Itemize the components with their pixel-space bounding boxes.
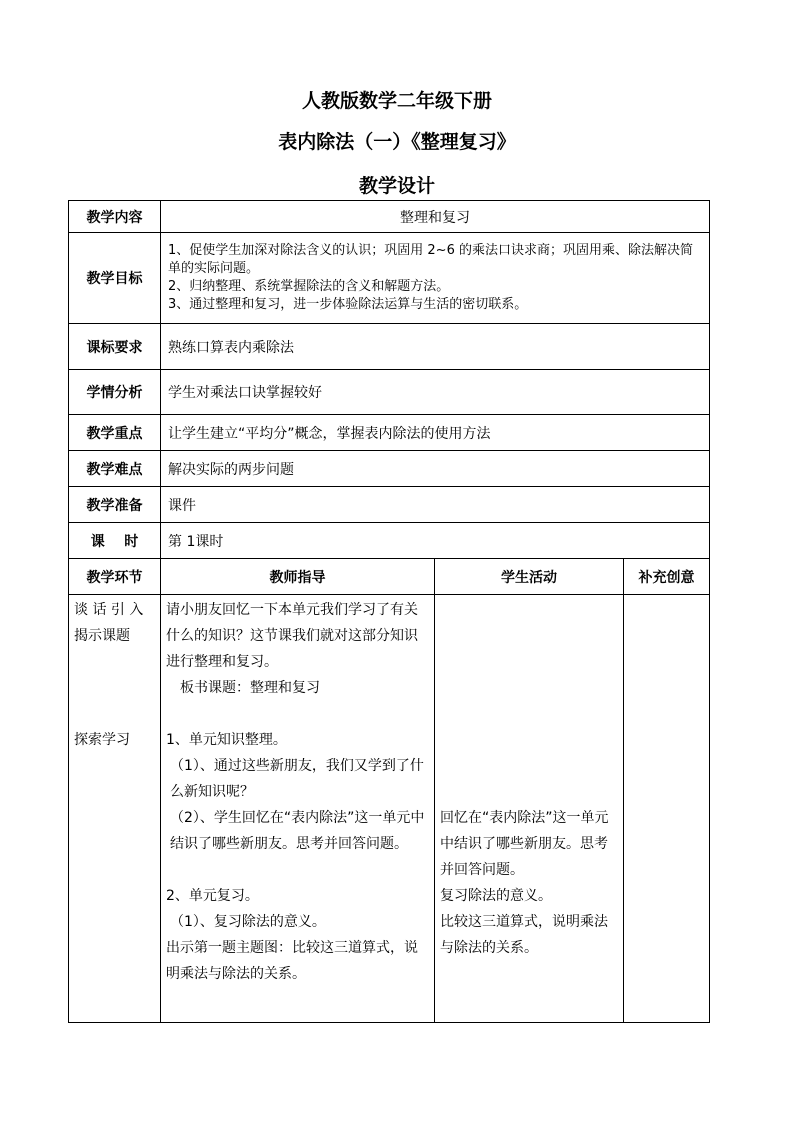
teacher-step: （1）、复习除法的意义。 (170, 914, 326, 930)
value-content: 整理和复习 (161, 201, 710, 233)
student-activity: 回忆在“表内除法”这一单元中结识了哪些新朋友。思考并回答问题。 (440, 810, 609, 878)
document-title: 人教版数学二年级下册 (301, 90, 492, 112)
value-key: 让学生建立“平均分”概念，掌握表内除法的使用方法 (161, 415, 710, 451)
row-period (69, 523, 710, 559)
row-standard (69, 324, 710, 370)
label-analysis: 学情分析 (69, 370, 161, 415)
row-analysis (69, 370, 710, 415)
label-difficulty: 教学难点 (69, 451, 161, 487)
teacher-step: （2）、学生回忆在“表内除法”这一单元中结识了哪些新朋友。思考并回答问题。 (170, 810, 425, 852)
value-goals (161, 233, 710, 324)
student-activity: 比较这三道算式，说明乘法与除法的关系。 (440, 914, 608, 956)
student-column (435, 595, 624, 1023)
label-goals: 教学目标 (69, 233, 161, 324)
value-analysis: 学生对乘法口诀掌握较好 (161, 370, 710, 415)
lesson-plan-table (68, 200, 710, 1023)
teacher-step: 2、单元复习。 (166, 888, 259, 904)
student-activity: 复习除法的意义。 (440, 888, 552, 904)
header-student: 学生活动 (435, 559, 624, 595)
header-extra: 补充创意 (624, 559, 710, 595)
goal-item: 1、促使学生加深对除法含义的认识；巩固用 2~6 的乘法口诀求商；巩固用乘、除法解决简单的实际问题。 (168, 243, 693, 276)
label-period: 课 时 (69, 523, 161, 559)
process-header-row (69, 559, 710, 595)
stage-column (69, 595, 161, 1023)
label-key: 教学重点 (69, 415, 161, 451)
label-content: 教学内容 (69, 201, 161, 233)
stage-intro: 谈 话 引 入 揭示课题 (74, 602, 144, 644)
goal-item: 2、归纳整理、系统掌握除法的含义和解题方法。 (168, 279, 450, 294)
label-prep: 教学准备 (69, 487, 161, 523)
value-prep: 课件 (161, 487, 710, 523)
goal-item: 3、通过整理和复习，进一步体验除法运算与生活的密切联系。 (168, 297, 528, 312)
row-content (69, 201, 710, 233)
row-difficulty (69, 451, 710, 487)
lesson-title: 表内除法（一）《整理复习》 (278, 131, 516, 153)
teacher-step: 出示第一题主题图：比较这三道算式，说明乘法与除法的关系。 (166, 940, 418, 982)
extra-column (624, 595, 710, 1023)
teacher-step: 板书课题：整理和复习 (180, 680, 320, 696)
row-key (69, 415, 710, 451)
header-stage: 教学环节 (69, 559, 161, 595)
teacher-column (161, 595, 435, 1023)
process-body-row (69, 595, 710, 1023)
stage-explore: 探索学习 (74, 732, 130, 748)
design-title: 教学设计 (358, 175, 435, 197)
value-difficulty: 解决实际的两步问题 (161, 451, 710, 487)
value-period: 第 1课时 (161, 523, 710, 559)
teacher-step: （1）、通过这些新朋友，我们又学到了什么新知识呢？ (170, 758, 424, 800)
value-standard: 熟练口算表内乘除法 (161, 324, 710, 370)
teacher-step: 请小朋友回忆一下本单元我们学习了有关什么的知识？这节课我们就对这部分知识进行整理和复习。 (166, 602, 418, 670)
header-teacher: 教师指导 (161, 559, 435, 595)
row-prep (69, 487, 710, 523)
label-standard: 课标要求 (69, 324, 161, 370)
teacher-step: 1、单元知识整理。 (166, 732, 287, 748)
row-goals (69, 233, 710, 324)
